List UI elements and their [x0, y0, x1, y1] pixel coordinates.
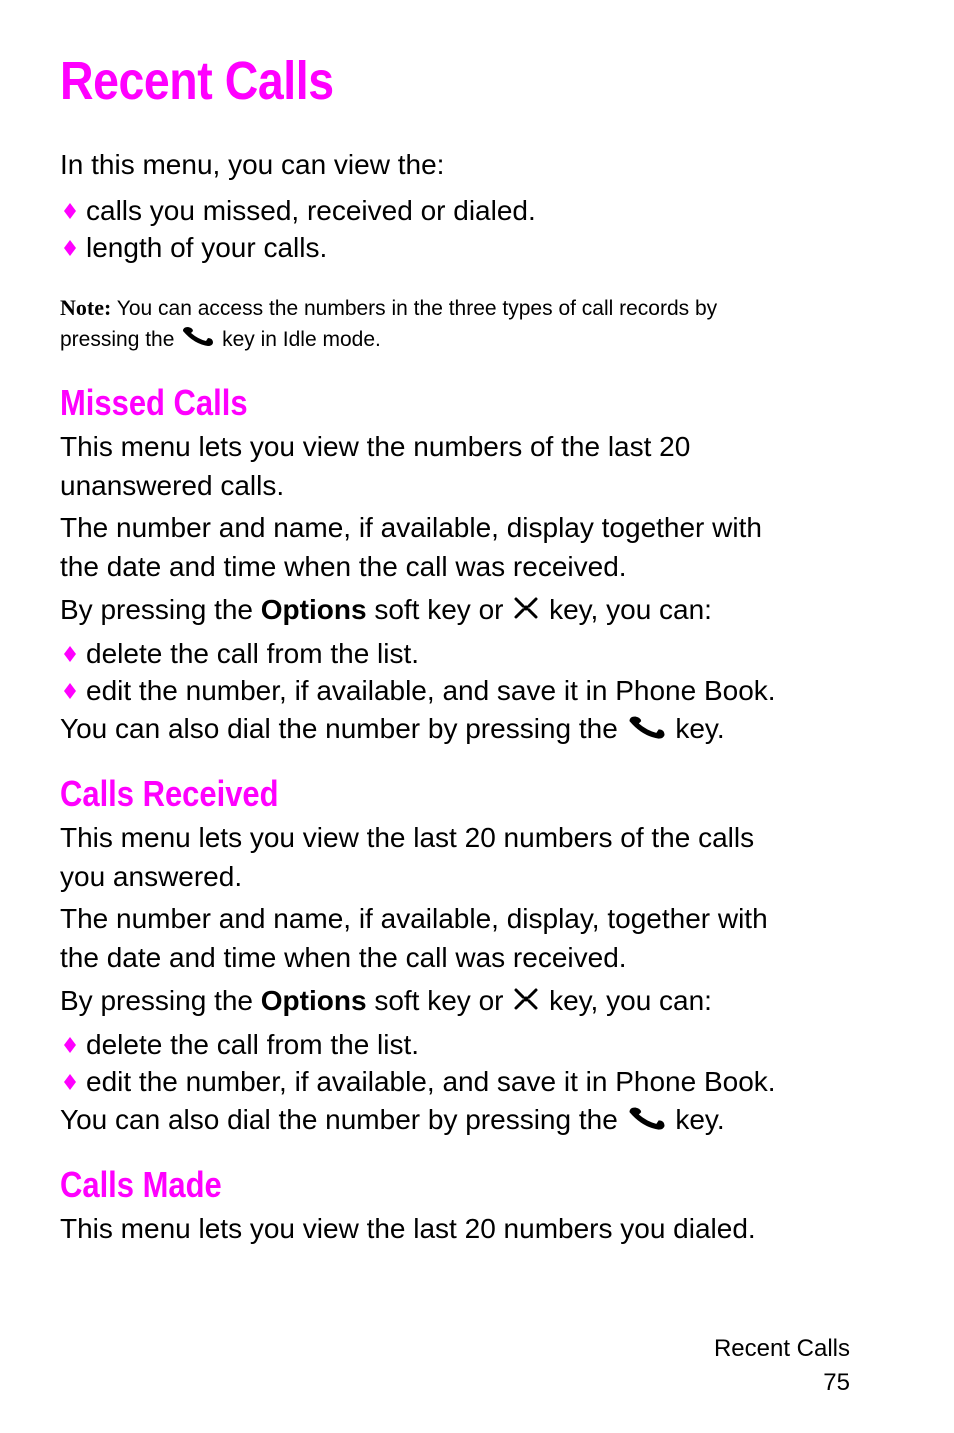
page-number: 75 — [823, 1369, 850, 1396]
missed-dial-line: You can also dial the number by pressing the key. — [60, 709, 900, 750]
received-bullet-1: delete the call from the list. — [64, 1026, 419, 1063]
section-heading-calls-made: Calls Made — [60, 1164, 222, 1205]
received-bullet-2: edit the number, if available, and save it in Phone Book. — [64, 1063, 776, 1100]
section-heading-missed-calls: Missed Calls — [60, 382, 248, 423]
received-p1-line1: This menu lets you view the last 20 numbers of the calls — [60, 822, 755, 853]
section-heading-calls-received: Calls Received — [60, 773, 279, 814]
received-dial-line: You can also dial the number by pressing the key. — [60, 1100, 900, 1141]
diamond-bullet-icon — [64, 203, 76, 219]
note-line-1: Note: You can access the numbers in the three types of call records by — [60, 295, 718, 320]
missed-p1-line1: This menu lets you view the numbers of the last 20 — [60, 431, 691, 462]
missed-bullet-2: edit the number, if available, and save it in Phone Book. — [64, 672, 776, 709]
intro-lead: In this menu, you can view the: — [60, 149, 445, 180]
diamond-bullet-icon — [64, 1074, 76, 1090]
made-p1: This menu lets you view the last 20 numbers you dialed. — [60, 1213, 756, 1244]
page-title: Recent Calls — [60, 51, 334, 111]
received-options-line: By pressing the Options soft key or key, you can: — [60, 981, 900, 1022]
note-line-2: pressing the key in Idle mode. — [60, 324, 900, 356]
received-p2-line2: the date and time when the call was received. — [60, 942, 627, 973]
phone-handset-icon — [180, 325, 216, 356]
missed-bullet-1: delete the call from the list. — [64, 635, 419, 672]
received-p2-line1: The number and name, if available, display, together with — [60, 903, 768, 934]
diamond-bullet-icon — [64, 240, 76, 256]
note-label: Note: — [60, 295, 112, 320]
intro-bullet-2: length of your calls. — [64, 229, 327, 266]
phone-handset-icon — [626, 711, 668, 750]
missed-options-line: By pressing the Options soft key or key, you can: — [60, 590, 900, 631]
missed-p1-line2: unanswered calls. — [60, 470, 285, 501]
received-p1-line2: you answered. — [60, 861, 243, 892]
missed-p2-line1: The number and name, if available, display together with — [60, 512, 762, 543]
intro-bullet-1: calls you missed, received or dialed. — [64, 192, 536, 229]
diamond-bullet-icon — [64, 646, 76, 662]
diamond-bullet-icon — [64, 683, 76, 699]
footer-section-name: Recent Calls — [713, 1335, 850, 1362]
diamond-bullet-icon — [64, 1037, 76, 1053]
nav-key-icon — [511, 983, 541, 1022]
nav-key-icon — [511, 592, 541, 631]
options-soft-key-label: Options — [260, 594, 367, 625]
phone-handset-icon — [626, 1102, 668, 1141]
missed-p2-line2: the date and time when the call was received. — [60, 551, 627, 582]
options-soft-key-label: Options — [260, 985, 367, 1016]
